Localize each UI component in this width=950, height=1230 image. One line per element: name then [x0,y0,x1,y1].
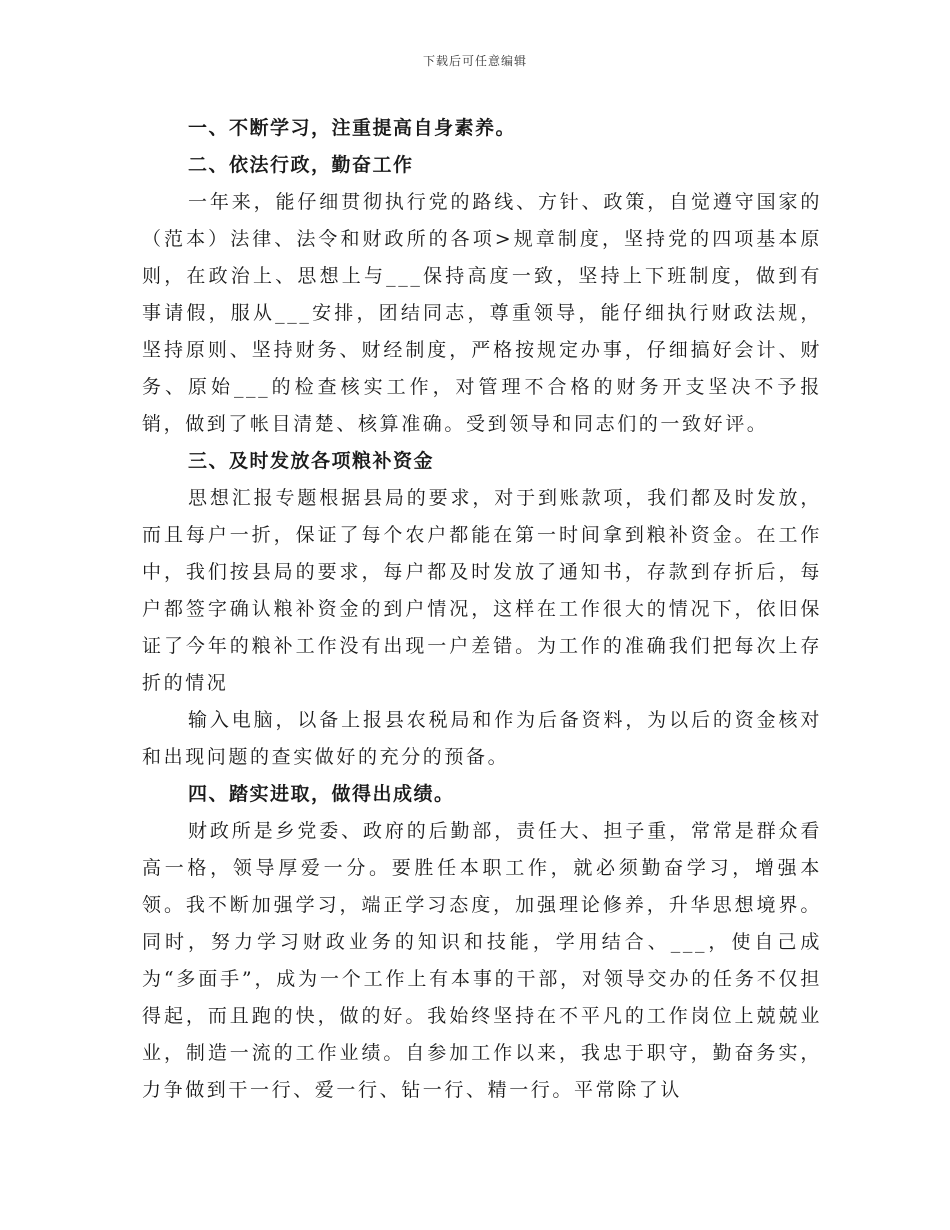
section-3-paragraph-1: 思想汇报专题根据县局的要求，对于到账款项，我们都及时发放，而且每户一折，保证了每个农户都能在第一时间拿到粮补资金。在工作中，我们按县局的要求，每户都及时发放了通知书，存款到存折后，每户都签字确认粮补资金的到户情况，这样在工作很大的情况下，依旧保证了今年的粮补工作没有出现一户差错。为工作的准确我们把每次上存折的情况 [142,487,822,694]
section-heading-3: 三、及时发放各项粮补资金 [188,450,435,472]
section-heading-2: 二、依法行政，勤奋工作 [188,154,414,176]
section-3-paragraph-2: 输入电脑，以备上报县农税局和作为后备资料，为以后的资金核对和出现问题的查实做好的充分的预备。 [142,709,822,768]
section-heading-4: 四、踏实进取，做得出成绩。 [188,783,455,805]
section-heading-1: 一、不断学习，注重提高自身素养。 [188,117,517,139]
page-header: 下载后可任意编辑 [422,54,527,68]
document-body [142,110,822,1109]
section-4-paragraph: 财政所是乡党委、政府的后勤部，责任大、担子重，常常是群众看高一格，领导厚爱一分。要胜任本职工作，就必须勤奋学习，增强本领。我不断加强学习，端正学习态度，加强理论修养，升华思想境界。同时，努力学习财政业务的知识和技能，学用结合、___，使自己成为“多面手”，成为一个工作上有本事的干部，对领导交办的任务不仅担得起，而且跑的快，做的好。我始终坚持在不平凡的工作岗位上兢兢业业，制造一流的工作业绩。自参加工作以来，我忠于职守，勤奋务实，力争做到干一行、爱一行、钻一行、精一行。平常除了认 [142,820,822,1101]
section-2-paragraph: 一年来，能仔细贯彻执行党的路线、方针、政策，自觉遵守国家的（范本）法律、法令和财政所的各项>规章制度，坚持党的四项基本原则，在政治上、思想上与___保持高度一致，坚持上下班制度，做到有事请假，服从___安排，团结同志，尊重领导，能仔细执行财政法规，坚持原则、坚持财务、财经制度，严格按规定办事，仔细搞好会计、财务、原始___的检查核实工作，对管理不合格的财务开支坚决不予报销，做到了帐目清楚、核算准确。受到领导和同志们的一致好评。 [142,191,822,435]
